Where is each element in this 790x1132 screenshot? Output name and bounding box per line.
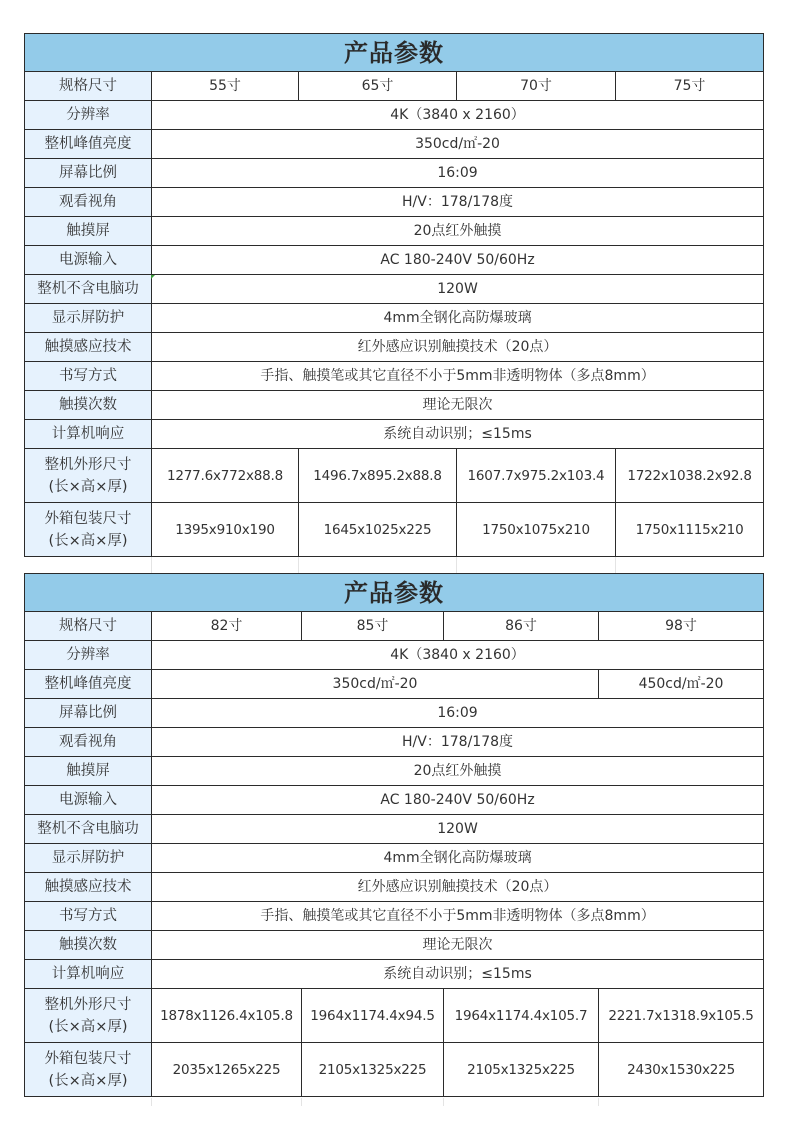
ghost-gridlines xyxy=(24,557,763,573)
table-row xyxy=(25,989,764,1043)
table-row xyxy=(25,815,764,844)
row-value: 红外感应识别触摸技术（20点） xyxy=(152,873,764,902)
row-label: 触摸感应技术 xyxy=(25,873,152,902)
row-value: 16:09 xyxy=(152,159,764,188)
package-cell: 1395x910x190 xyxy=(152,503,299,557)
ghost-gridlines xyxy=(24,1098,763,1106)
table-row xyxy=(25,786,764,815)
row-label xyxy=(25,989,152,1043)
title-row xyxy=(25,574,764,612)
table-title: 产品参数 xyxy=(25,574,764,612)
row-value-98: 450cd/㎡-20 xyxy=(599,670,764,699)
package-cell: 1750x1115x210 xyxy=(616,503,764,557)
row-label-line2: (长×高×厚) xyxy=(48,1072,128,1089)
dimension-cell: 1722x1038.2x92.8 xyxy=(616,449,764,503)
row-value: 20点红外触摸 xyxy=(152,757,764,786)
row-value: AC 180-240V 50/60Hz xyxy=(152,246,764,275)
package-cell: 2430x1530x225 xyxy=(599,1043,764,1097)
row-label-line2: (长×高×厚) xyxy=(48,532,128,549)
table-row xyxy=(25,757,764,786)
row-label: 触摸次数 xyxy=(25,391,152,420)
row-label-line1: 整机外形尺寸 xyxy=(44,996,132,1013)
row-value: 红外感应识别触摸技术（20点） xyxy=(152,333,764,362)
table-row xyxy=(25,72,764,101)
row-label: 计算机响应 xyxy=(25,420,152,449)
row-label xyxy=(25,503,152,557)
table-row xyxy=(25,420,764,449)
size-cell: 86寸 xyxy=(444,612,599,641)
table-row xyxy=(25,246,764,275)
row-label: 书写方式 xyxy=(25,362,152,391)
package-cell: 2035x1265x225 xyxy=(152,1043,302,1097)
package-cell: 2105x1325x225 xyxy=(302,1043,444,1097)
row-label: 整机不含电脑功 xyxy=(25,275,152,304)
dimension-cell: 1607.7x975.2x103.4 xyxy=(457,449,616,503)
size-cell: 55寸 xyxy=(152,72,299,101)
table-row xyxy=(25,960,764,989)
table-row xyxy=(25,641,764,670)
row-value: 4mm全钢化高防爆玻璃 xyxy=(152,844,764,873)
size-cell: 75寸 xyxy=(616,72,764,101)
row-value: 120W xyxy=(152,275,764,304)
package-cell: 1645x1025x225 xyxy=(299,503,457,557)
size-cell: 98寸 xyxy=(599,612,764,641)
row-value: 手指、触摸笔或其它直径不小于5mm非透明物体（多点8mm） xyxy=(152,902,764,931)
row-label: 电源输入 xyxy=(25,786,152,815)
row-value: 16:09 xyxy=(152,699,764,728)
row-label-line1: 外箱包装尺寸 xyxy=(44,1050,132,1067)
package-cell: 1750x1075x210 xyxy=(457,503,616,557)
package-cell: 2105x1325x225 xyxy=(444,1043,599,1097)
dimension-cell: 1964x1174.4x105.7 xyxy=(444,989,599,1043)
row-label: 触摸感应技术 xyxy=(25,333,152,362)
row-label-line1: 整机外形尺寸 xyxy=(44,456,132,473)
row-label: 观看视角 xyxy=(25,728,152,757)
table-row xyxy=(25,873,764,902)
row-value: 4K（3840 x 2160） xyxy=(152,641,764,670)
table-title: 产品参数 xyxy=(25,34,764,72)
table-row xyxy=(25,362,764,391)
table-row xyxy=(25,275,764,304)
row-value: 120W xyxy=(152,815,764,844)
size-cell: 85寸 xyxy=(302,612,444,641)
row-value: 系统自动识别；≤15ms xyxy=(152,960,764,989)
dimension-cell: 2221.7x1318.9x105.5 xyxy=(599,989,764,1043)
dimension-cell: 1496.7x895.2x88.8 xyxy=(299,449,457,503)
row-label-line2: (长×高×厚) xyxy=(48,1018,128,1035)
table-row xyxy=(25,612,764,641)
row-value: H/V：178/178度 xyxy=(152,188,764,217)
table-row xyxy=(25,333,764,362)
row-label: 整机峰值亮度 xyxy=(25,670,152,699)
table-row xyxy=(25,130,764,159)
row-label: 显示屏防护 xyxy=(25,304,152,333)
row-label: 计算机响应 xyxy=(25,960,152,989)
table-row xyxy=(25,728,764,757)
row-label xyxy=(25,449,152,503)
row-label: 整机峰值亮度 xyxy=(25,130,152,159)
table-row xyxy=(25,188,764,217)
table-row xyxy=(25,844,764,873)
row-value: 理论无限次 xyxy=(152,391,764,420)
size-cell: 70寸 xyxy=(457,72,616,101)
row-label xyxy=(25,1043,152,1097)
row-value: 4K（3840 x 2160） xyxy=(152,101,764,130)
row-label-line1: 外箱包装尺寸 xyxy=(44,510,132,527)
row-value: 350cd/㎡-20 xyxy=(152,130,764,159)
row-value: 4mm全钢化高防爆玻璃 xyxy=(152,304,764,333)
row-label: 屏幕比例 xyxy=(25,159,152,188)
row-value: 手指、触摸笔或其它直径不小于5mm非透明物体（多点8mm） xyxy=(152,362,764,391)
dimension-cell: 1277.6x772x88.8 xyxy=(152,449,299,503)
table-row xyxy=(25,449,764,503)
table-row xyxy=(25,699,764,728)
row-label: 规格尺寸 xyxy=(25,72,152,101)
row-label: 电源输入 xyxy=(25,246,152,275)
row-value: 理论无限次 xyxy=(152,931,764,960)
row-value: 系统自动识别；≤15ms xyxy=(152,420,764,449)
table-row xyxy=(25,902,764,931)
row-label: 显示屏防护 xyxy=(25,844,152,873)
table-row xyxy=(25,391,764,420)
row-label: 分辨率 xyxy=(25,641,152,670)
table-row xyxy=(25,503,764,557)
spec-table-1 xyxy=(24,33,764,557)
row-label: 规格尺寸 xyxy=(25,612,152,641)
row-label: 触摸次数 xyxy=(25,931,152,960)
row-label: 整机不含电脑功 xyxy=(25,815,152,844)
table-row xyxy=(25,670,764,699)
row-value: AC 180-240V 50/60Hz xyxy=(152,786,764,815)
size-cell: 65寸 xyxy=(299,72,457,101)
row-label: 屏幕比例 xyxy=(25,699,152,728)
title-row xyxy=(25,34,764,72)
dimension-cell: 1964x1174.4x94.5 xyxy=(302,989,444,1043)
spec-table-2 xyxy=(24,573,764,1097)
row-label: 分辨率 xyxy=(25,101,152,130)
table-row xyxy=(25,304,764,333)
row-label: 触摸屏 xyxy=(25,217,152,246)
table-row xyxy=(25,101,764,130)
table-row xyxy=(25,217,764,246)
row-value: H/V：178/178度 xyxy=(152,728,764,757)
row-label: 触摸屏 xyxy=(25,757,152,786)
dimension-cell: 1878x1126.4x105.8 xyxy=(152,989,302,1043)
row-label-line2: (长×高×厚) xyxy=(48,478,128,495)
row-label: 书写方式 xyxy=(25,902,152,931)
size-cell: 82寸 xyxy=(152,612,302,641)
table-row xyxy=(25,931,764,960)
row-value: 350cd/㎡-20 xyxy=(152,670,599,699)
table-row xyxy=(25,1043,764,1097)
row-value: 20点红外触摸 xyxy=(152,217,764,246)
table-row xyxy=(25,159,764,188)
row-label: 观看视角 xyxy=(25,188,152,217)
cell-comment-marker xyxy=(151,275,155,279)
